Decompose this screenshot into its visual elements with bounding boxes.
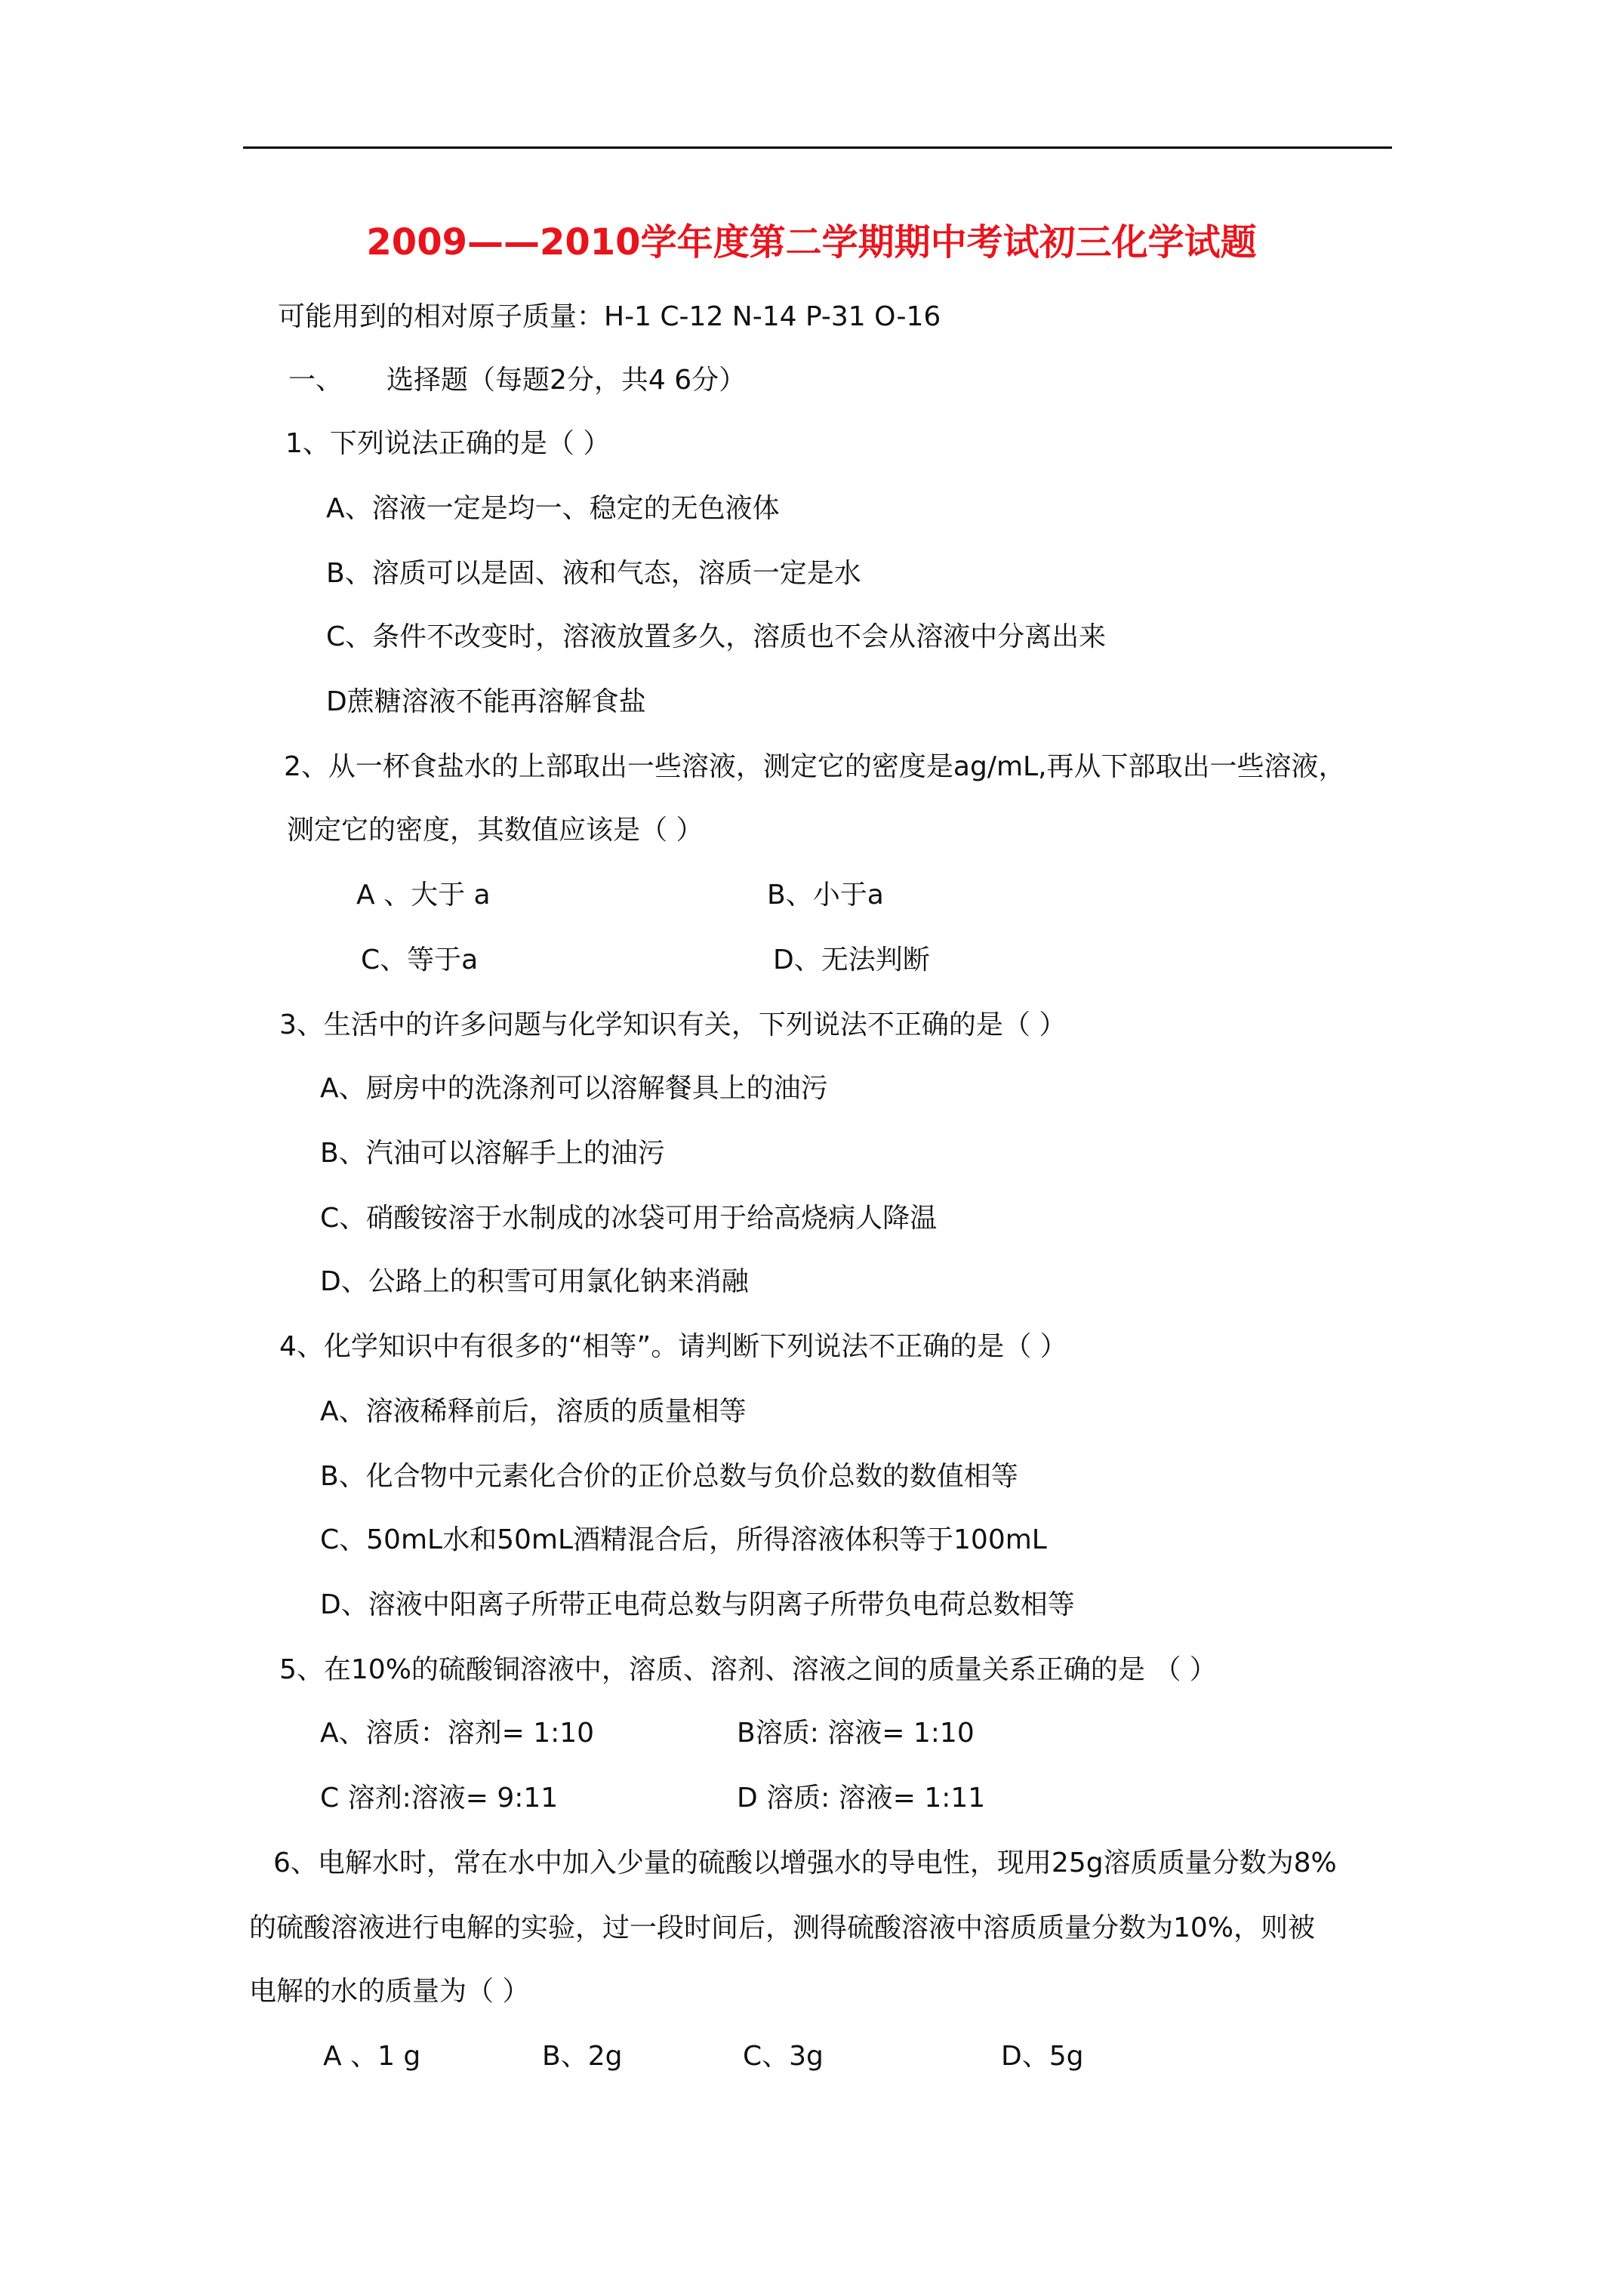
question-6-option-c: C、3g <box>743 2041 824 2072</box>
question-2-stem-line-1: 2、从一杯食盐水的上部取出一些溶液，测定它的密度是ag/mL,再从下部取出一些溶液， <box>284 751 1346 782</box>
question-6-stem-line-1: 6、电解水时，常在水中加入少量的硫酸以增强水的导电性，现用25g溶质质量分数为8% <box>273 1848 1337 1878</box>
section-number: 一、 <box>288 365 343 396</box>
question-3-option-c: C、硝酸铵溶于水制成的冰袋可用于给高烧病人降温 <box>320 1203 938 1234</box>
section-heading: 选择题（每题2分，共4 6分） <box>387 365 747 396</box>
question-4-option-a: A、溶液稀释前后，溶质的质量相等 <box>320 1396 747 1427</box>
question-5-option-d: D 溶质: 溶液= 1:11 <box>737 1783 986 1814</box>
question-5-option-b: B溶质: 溶液= 1:10 <box>737 1718 975 1749</box>
question-1-option-a: A、溶液一定是均一、稳定的无色液体 <box>326 493 780 524</box>
question-4-stem: 4、化学知识中有很多的“相等”。请判断下列说法不正确的是（ ） <box>279 1331 1067 1362</box>
atomic-masses-line: 可能用到的相对原子质量：H-1 C-12 N-14 P-31 O-16 <box>278 301 941 332</box>
question-2-stem-line-2: 测定它的密度，其数值应该是（ ） <box>287 815 704 846</box>
question-5-stem: 5、在10%的硫酸铜溶液中，溶质、溶剂、溶液之间的质量关系正确的是 （ ） <box>279 1654 1217 1685</box>
question-5-option-c: C 溶剂:溶液= 9:11 <box>320 1783 559 1814</box>
question-2-option-a: A 、大于 a <box>356 880 491 911</box>
question-2-option-c: C、等于a <box>361 945 479 975</box>
question-2-option-b: B、小于a <box>767 880 884 911</box>
question-6-stem-line-3: 电解的水的质量为（ ） <box>249 1976 530 2007</box>
question-6-option-a: A 、1 g <box>323 2041 421 2072</box>
page-title: 2009——2010学年度第二学期期中考试初三化学试题 <box>366 221 1257 264</box>
question-6-stem-line-2: 的硫酸溶液进行电解的实验，过一段时间后，测得硫酸溶液中溶质质量分数为10%，则被 <box>249 1912 1316 1943</box>
question-1-option-c: C、条件不改变时，溶液放置多久，溶质也不会从溶液中分离出来 <box>326 621 1107 652</box>
question-6-option-d: D、5g <box>1001 2041 1084 2072</box>
question-3-stem: 3、生活中的许多问题与化学知识有关，下列说法不正确的是（ ） <box>279 1009 1067 1040</box>
question-3-option-b: B、汽油可以溶解手上的油污 <box>320 1138 665 1169</box>
question-6-option-b: B、2g <box>542 2041 623 2072</box>
question-1-stem: 1、下列说法正确的是（ ） <box>285 428 611 459</box>
question-4-option-d: D、溶液中阳离子所带正电荷总数与阴离子所带负电荷总数相等 <box>320 1589 1075 1620</box>
question-4-option-b: B、化合物中元素化合价的正价总数与负价总数的数值相等 <box>320 1461 1018 1492</box>
question-1-option-d: D蔗糖溶液不能再溶解食盐 <box>326 686 646 717</box>
question-3-option-d: D、公路上的积雪可用氯化钠来消融 <box>320 1266 749 1297</box>
question-2-option-d: D、无法判断 <box>773 945 930 975</box>
header-rule <box>243 146 1392 149</box>
question-3-option-a: A、厨房中的洗涤剂可以溶解餐具上的油污 <box>320 1073 828 1104</box>
question-1-option-b: B、溶质可以是固、液和气态，溶质一定是水 <box>326 558 861 589</box>
question-4-option-c: C、50mL水和50mL酒精混合后，所得溶液体积等于100mL <box>320 1524 1047 1555</box>
question-5-option-a: A、溶质：溶剂= 1:10 <box>320 1718 595 1749</box>
